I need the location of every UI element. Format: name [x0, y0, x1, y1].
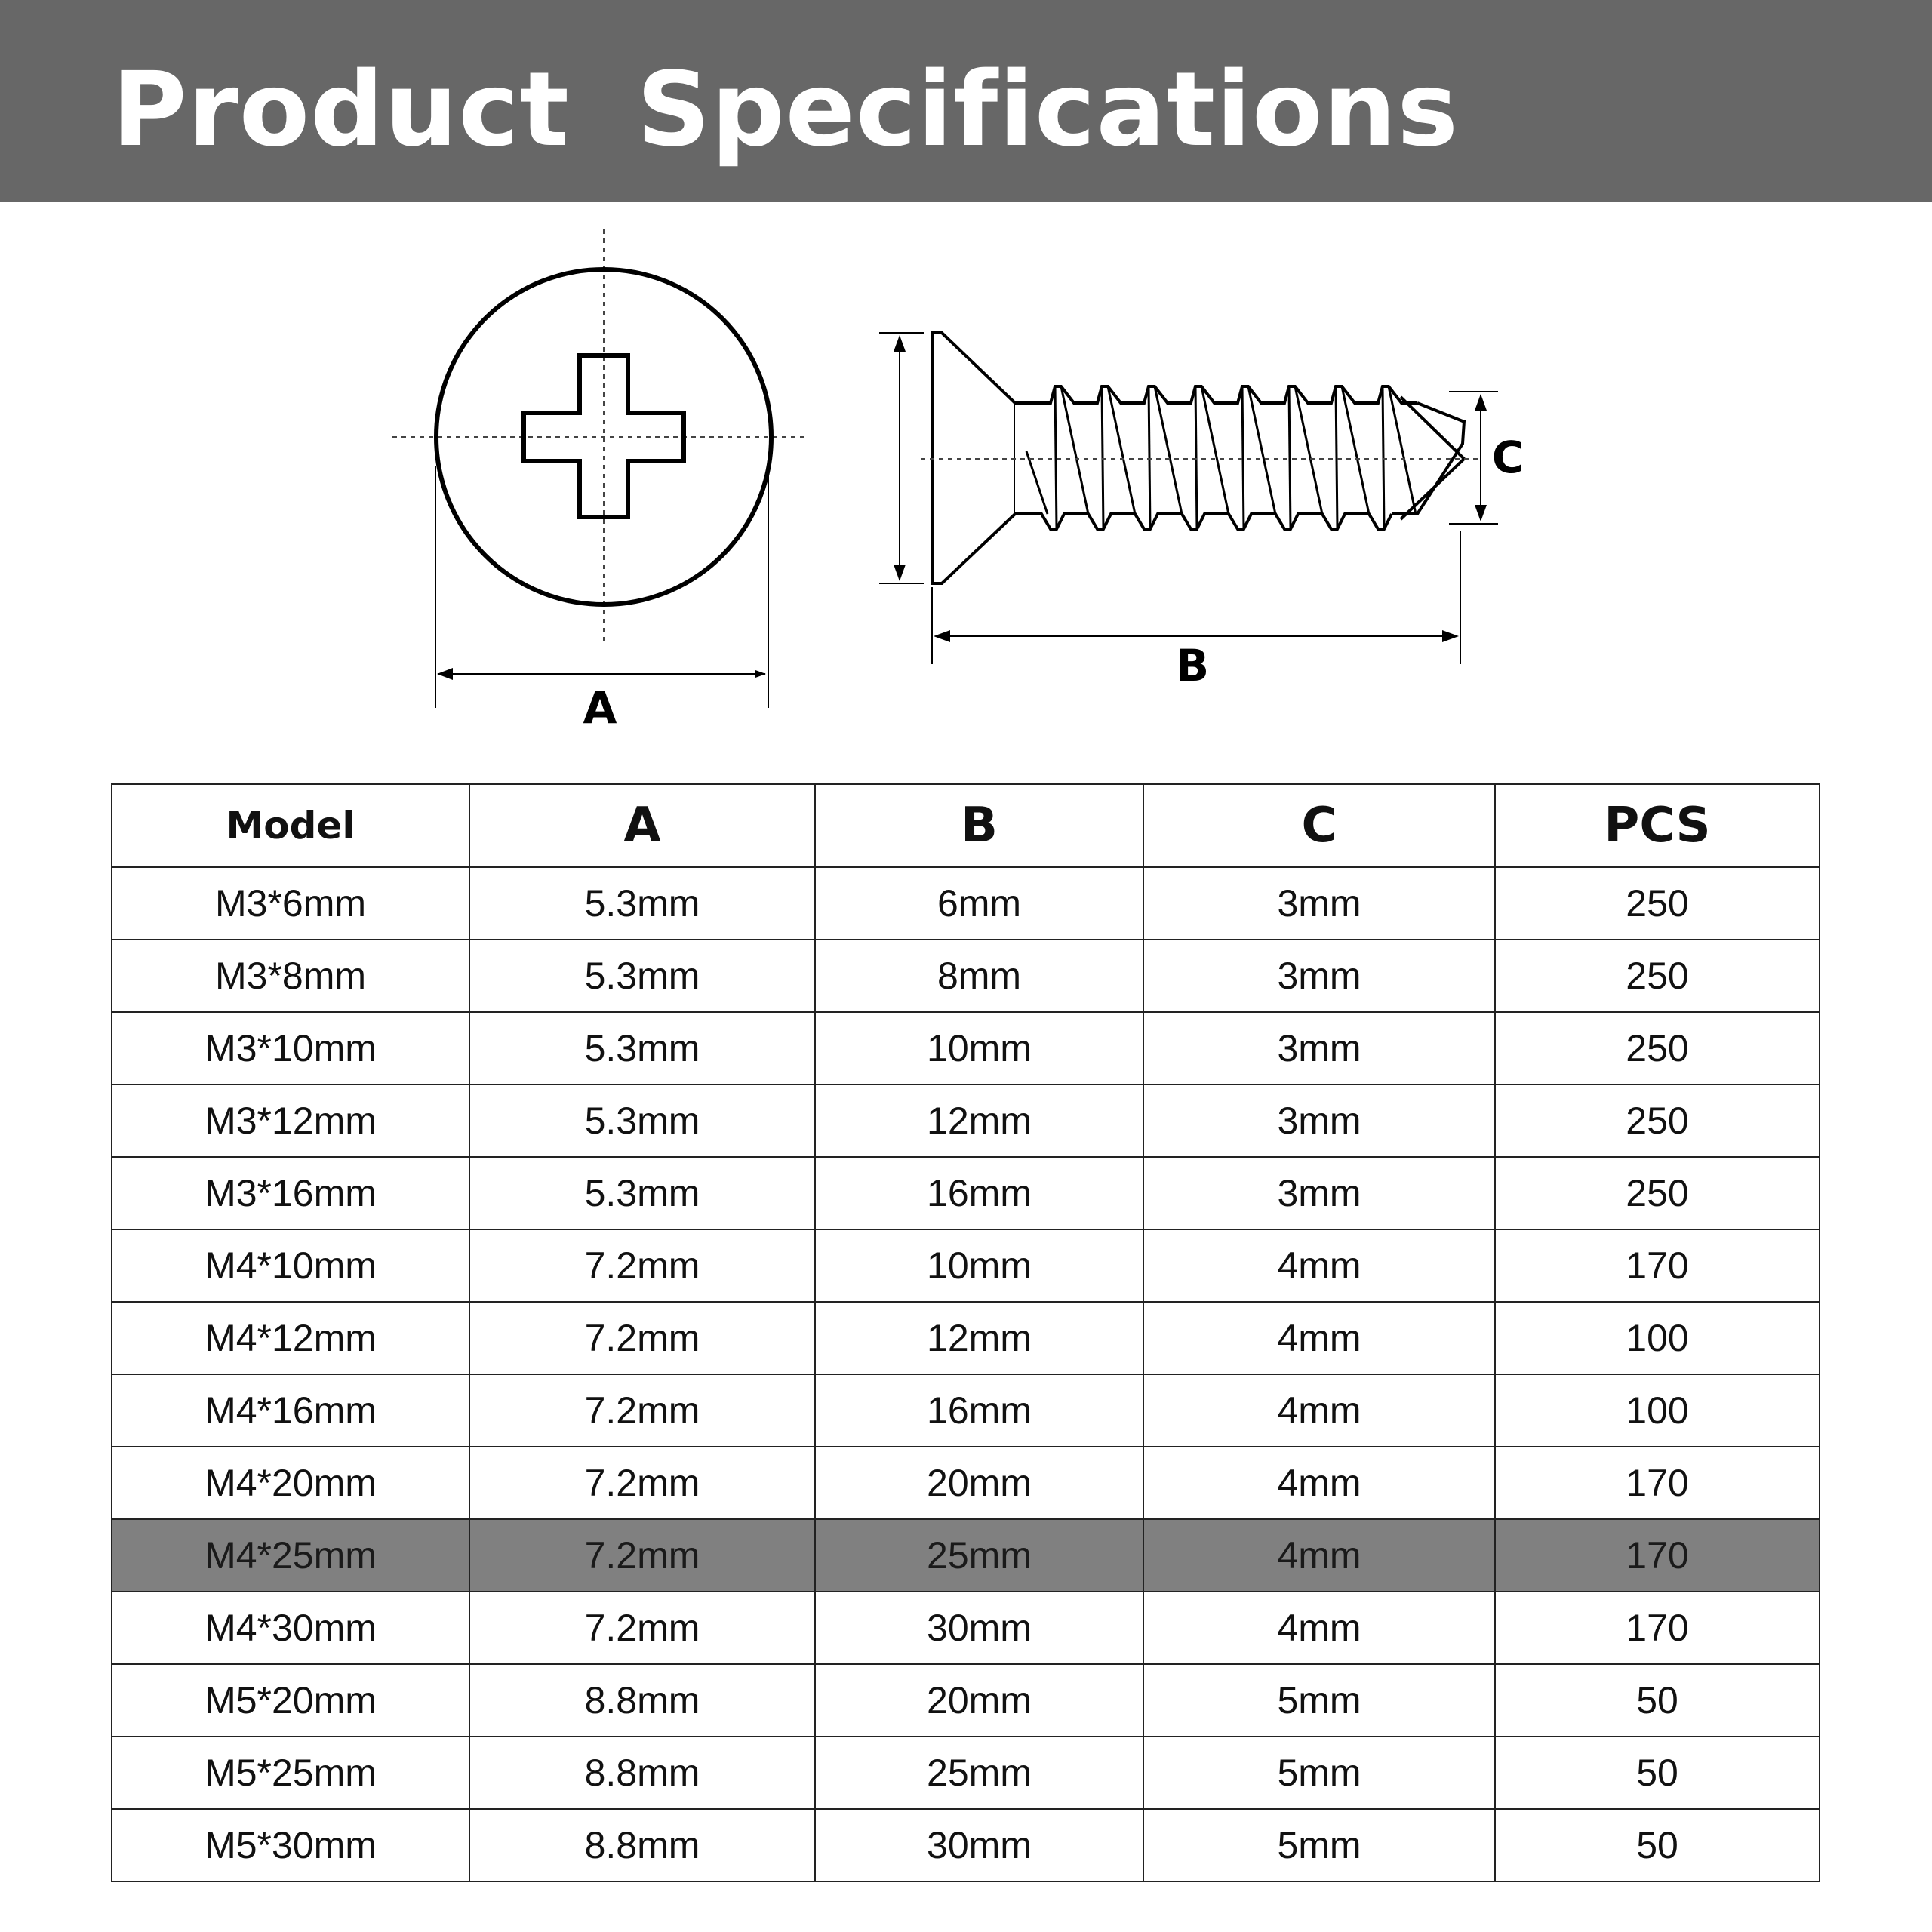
cell-pcs: 50 — [1495, 1809, 1820, 1881]
table-row — [112, 1592, 1820, 1664]
cell-c: 4mm — [1143, 1229, 1495, 1302]
cell-model: M4*16mm — [112, 1374, 469, 1447]
dimension-label-b: B — [1175, 640, 1210, 691]
cell-model: M5*20mm — [112, 1664, 469, 1737]
column-header-b: B — [815, 784, 1143, 867]
column-header-pcs: PCS — [1495, 784, 1820, 867]
header-banner — [0, 0, 1932, 202]
cell-b: 10mm — [815, 1012, 1143, 1084]
cell-c: 4mm — [1143, 1374, 1495, 1447]
cell-c: 3mm — [1143, 940, 1495, 1012]
cell-b: 25mm — [815, 1519, 1143, 1592]
cell-a: 7.2mm — [469, 1519, 815, 1592]
cell-b: 16mm — [815, 1374, 1143, 1447]
cell-b: 12mm — [815, 1302, 1143, 1374]
cell-pcs: 250 — [1495, 1157, 1820, 1229]
cell-b: 30mm — [815, 1592, 1143, 1664]
dimension-label-a: A — [583, 682, 617, 734]
table-row — [112, 1012, 1820, 1084]
cell-c: 5mm — [1143, 1737, 1495, 1809]
cell-model: M5*25mm — [112, 1737, 469, 1809]
table-row — [112, 1737, 1820, 1809]
column-header-c: C — [1143, 784, 1495, 867]
cell-c: 4mm — [1143, 1592, 1495, 1664]
cell-model: M3*8mm — [112, 940, 469, 1012]
cell-c: 3mm — [1143, 1012, 1495, 1084]
cell-b: 20mm — [815, 1447, 1143, 1519]
table-row — [112, 1157, 1820, 1229]
screw-head-view — [392, 229, 806, 708]
cell-b: 10mm — [815, 1229, 1143, 1302]
cell-c: 4mm — [1143, 1302, 1495, 1374]
cell-a: 7.2mm — [469, 1302, 815, 1374]
cell-a: 8.8mm — [469, 1737, 815, 1809]
cell-pcs: 50 — [1495, 1664, 1820, 1737]
table-row — [112, 1374, 1820, 1447]
cell-model: M4*10mm — [112, 1229, 469, 1302]
table-row — [112, 1447, 1820, 1519]
dimension-label-c: C — [1491, 432, 1524, 483]
cell-pcs: 170 — [1495, 1229, 1820, 1302]
cell-a: 5.3mm — [469, 940, 815, 1012]
cell-a: 7.2mm — [469, 1447, 815, 1519]
table-row — [112, 1084, 1820, 1157]
spec-table — [111, 783, 1820, 1882]
cell-a: 5.3mm — [469, 867, 815, 940]
cell-b: 12mm — [815, 1084, 1143, 1157]
cell-pcs: 250 — [1495, 940, 1820, 1012]
cell-model: M3*10mm — [112, 1012, 469, 1084]
cell-a: 8.8mm — [469, 1809, 815, 1881]
cell-pcs: 170 — [1495, 1592, 1820, 1664]
cell-model: M4*20mm — [112, 1447, 469, 1519]
cell-model: M3*16mm — [112, 1157, 469, 1229]
cell-model: M4*25mm — [112, 1519, 469, 1592]
cell-c: 4mm — [1143, 1447, 1495, 1519]
cell-model: M5*30mm — [112, 1809, 469, 1881]
cell-pcs: 250 — [1495, 1012, 1820, 1084]
cell-a: 7.2mm — [469, 1229, 815, 1302]
table-row — [112, 867, 1820, 940]
cell-c: 4mm — [1143, 1519, 1495, 1592]
cell-c: 3mm — [1143, 1157, 1495, 1229]
table-row — [112, 1809, 1820, 1881]
screw-drawing — [0, 202, 1932, 761]
page-title: Product Specifications — [112, 51, 1460, 170]
column-header-a: A — [469, 784, 815, 867]
cell-c: 3mm — [1143, 1084, 1495, 1157]
cell-b: 20mm — [815, 1664, 1143, 1737]
cell-a: 5.3mm — [469, 1012, 815, 1084]
cell-c: 5mm — [1143, 1664, 1495, 1737]
table-header-row — [112, 784, 1820, 867]
cell-b: 6mm — [815, 867, 1143, 940]
cell-pcs: 250 — [1495, 1084, 1820, 1157]
cell-b: 30mm — [815, 1809, 1143, 1881]
cell-model: M3*12mm — [112, 1084, 469, 1157]
table-row — [112, 1229, 1820, 1302]
cell-pcs: 170 — [1495, 1519, 1820, 1592]
cell-a: 8.8mm — [469, 1664, 815, 1737]
screw-side-view — [879, 333, 1498, 664]
table-row — [112, 1664, 1820, 1737]
screw-dimension-diagram — [0, 202, 1932, 761]
table-row — [112, 1302, 1820, 1374]
cell-model: M4*12mm — [112, 1302, 469, 1374]
cell-pcs: 50 — [1495, 1737, 1820, 1809]
cell-model: M3*6mm — [112, 867, 469, 940]
cell-b: 8mm — [815, 940, 1143, 1012]
cell-pcs: 170 — [1495, 1447, 1820, 1519]
cell-b: 25mm — [815, 1737, 1143, 1809]
cell-c: 5mm — [1143, 1809, 1495, 1881]
table-row — [112, 940, 1820, 1012]
cell-model: M4*30mm — [112, 1592, 469, 1664]
table-row-highlighted — [112, 1519, 1820, 1592]
cell-a: 7.2mm — [469, 1374, 815, 1447]
cell-a: 7.2mm — [469, 1592, 815, 1664]
cell-pcs: 100 — [1495, 1374, 1820, 1447]
cell-a: 5.3mm — [469, 1084, 815, 1157]
cell-c: 3mm — [1143, 867, 1495, 940]
cell-a: 5.3mm — [469, 1157, 815, 1229]
cell-pcs: 250 — [1495, 867, 1820, 940]
cell-b: 16mm — [815, 1157, 1143, 1229]
column-header-model: Model — [112, 784, 469, 867]
cell-pcs: 100 — [1495, 1302, 1820, 1374]
